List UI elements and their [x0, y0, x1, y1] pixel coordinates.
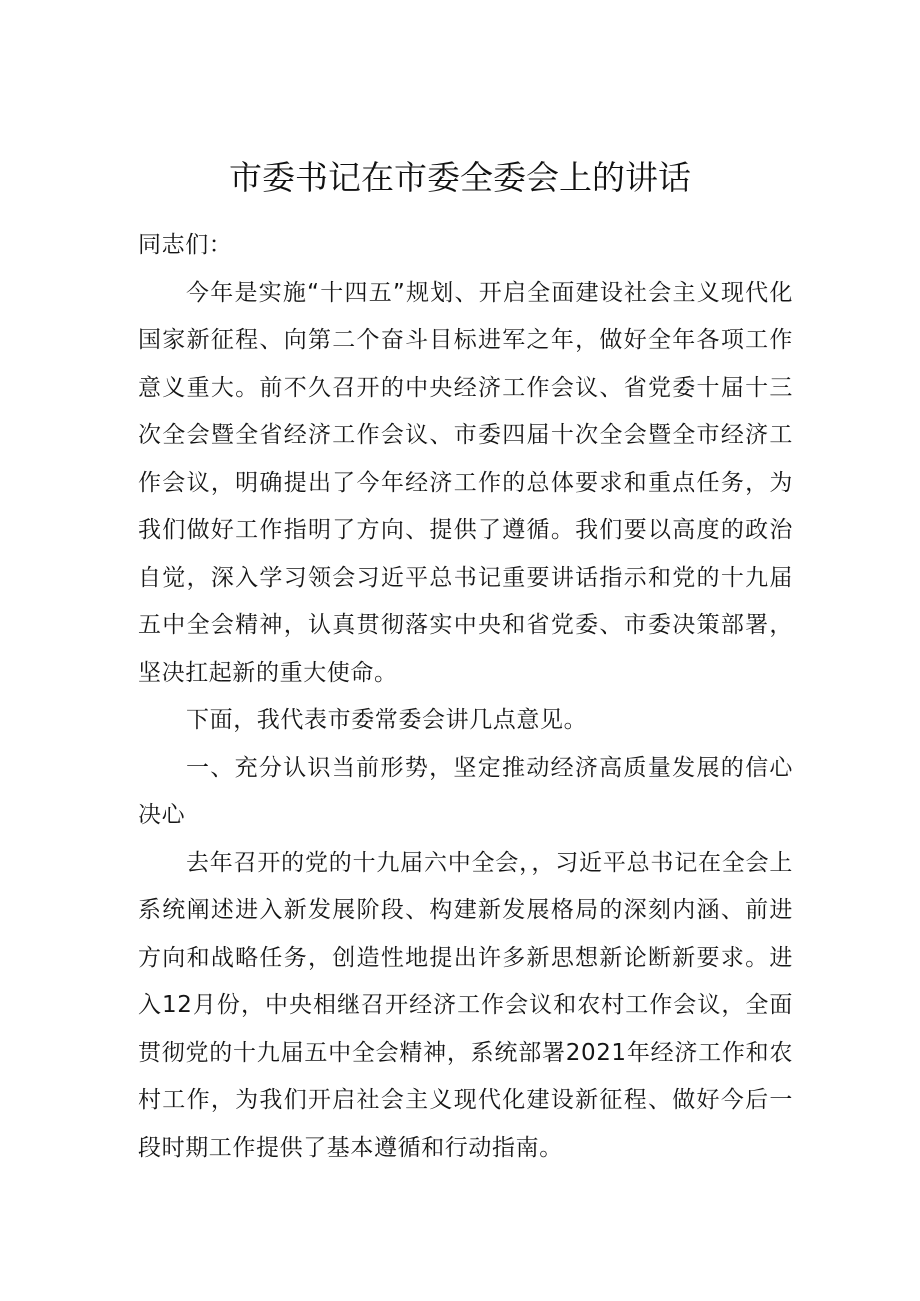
document-body	[138, 222, 793, 1172]
salutation: 同志们：	[138, 232, 233, 258]
paragraph-intro: 今年是实施“十四五”规划、开启全面建设社会主义现代化国家新征程、向第二个奋斗目标进军之年，做好全年各项工作意义重大。前不久召开的中央经济工作会议、省党委十届十三次全会暨全省经济工作会议、市委四届十次全会暨全市经济工作会议，明确提出了今年经济工作的总体要求和重点任务，为我们做好工作指明了方向、提供了遵循。我们要以高度的政治自觉，深入学习领会习近平总书记重要讲话指示和党的十九届五中全会精神，认真贯彻落实中央和省党委、市委决策部署，坚决扛起新的重大使命。	[138, 279, 793, 686]
section-heading-1: 一、充分认识当前形势，坚定推动经济高质量发展的信心决心	[138, 754, 793, 828]
paragraph-section-1: 去年召开的党的十九届六中全会，，习近平总书记在全会上系统阐述进入新发展阶段、构建新发展格局的深刻内涵、前进方向和战略任务，创造性地提出许多新思想新论断新要求。进入12月份，中央相继召开经济工作会议和农村工作会议，全面贯彻党的十九届五中全会精神，系统部署2021年经济工作和农村工作，为我们开启社会主义现代化建设新征程、做好今后一段时期工作提供了基本遵循和行动指南。	[138, 849, 793, 1161]
paragraph-transition: 下面，我代表市委常委会讲几点意见。	[186, 707, 588, 733]
document-title: 市委书记在市委全委会上的讲话	[229, 158, 691, 197]
